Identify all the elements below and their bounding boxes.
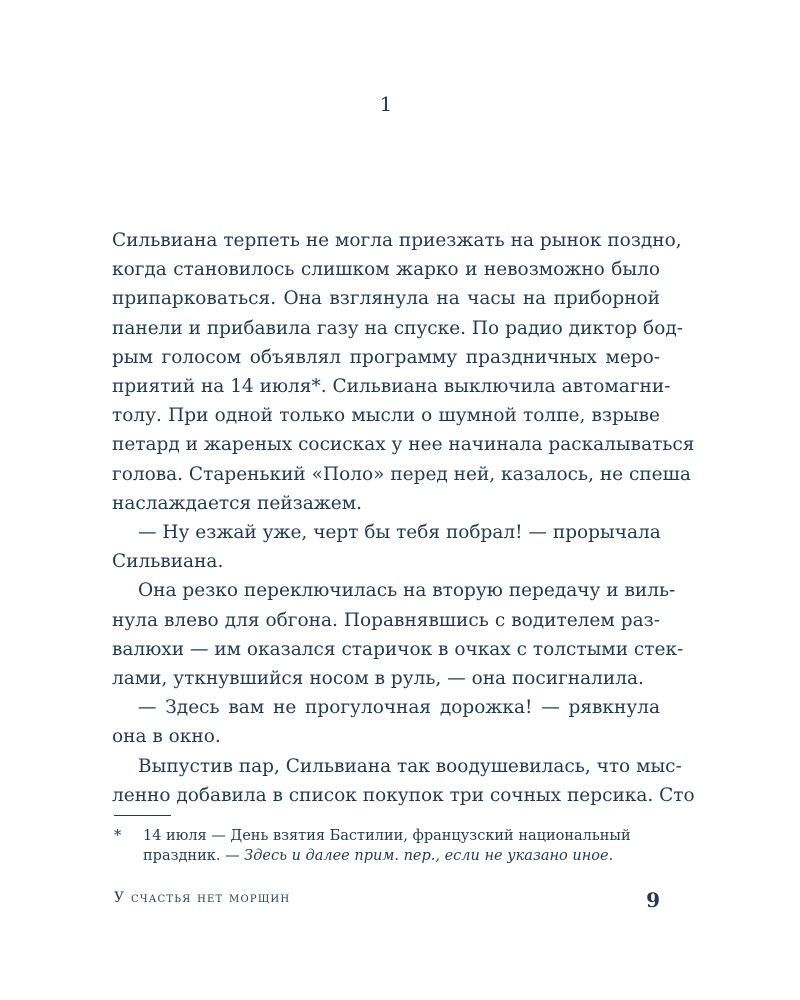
- text-line: валюхи — им оказался старичок в очках с толстыми стек-: [112, 638, 684, 660]
- text-line: голова. Старенький «Поло» перед ней, казалось, не спеша: [112, 463, 691, 485]
- text-line: она в окно.: [112, 726, 221, 748]
- page-number: 9: [646, 888, 660, 912]
- footnote-text: праздник. —: [143, 848, 245, 864]
- text-line: Выпустив пар, Сильвиана так воодушевилась, что мыс-: [138, 755, 682, 777]
- text-line: Сильвиана терпеть не могла приезжать на рынок поздно,: [112, 230, 682, 251]
- text-line: рым голосом объявлял программу праздничных меро-: [112, 346, 660, 368]
- text-line: нула влево для обгона. Поравнявшись с водителем раз-: [112, 609, 660, 631]
- text-line: припарковаться. Она взглянула на часы на приборной: [112, 288, 660, 310]
- text-line: ленно добавила в список покупок три сочных персика. Сто: [112, 784, 695, 806]
- running-title: У счастья нет морщин: [114, 890, 291, 906]
- body-text: [112, 226, 695, 810]
- text-line: Сильвиана.: [112, 551, 224, 573]
- text-line: толу. При одной только мысли о шумной толпе, взрыве: [112, 405, 660, 427]
- text-line: Она резко переключилась на вторую передачу и виль-: [138, 580, 676, 602]
- footnote: [114, 826, 664, 866]
- text-line: когда становилось слишком жарко и невозможно было: [112, 259, 660, 281]
- text-line: петард и жареных сосисках у нее начинала раскалываться: [112, 434, 695, 456]
- chapter-number: 1: [379, 92, 393, 116]
- text-line: панели и прибавила газу на спуске. По радио диктор бод-: [112, 317, 683, 339]
- text-line: — Здесь вам не прогулочная дорожка! — рявкнула: [138, 697, 660, 719]
- text-line: лами, уткнувшийся носом в руль, — она посигналила.: [112, 668, 644, 690]
- text-line: наслаждается пейзажем.: [112, 492, 363, 514]
- footnote-divider: [114, 815, 171, 816]
- footnote-marker: *: [114, 828, 122, 844]
- text-line: приятий на 14 июля*. Сильвиана выключила автомагни-: [112, 376, 671, 398]
- footnote-line: [143, 846, 664, 866]
- footnote-translator-note: Здесь и далее прим. пер., если не указано иное.: [244, 848, 614, 864]
- footnote-line: 14 июля — День взятия Бастилии, французский национальный: [143, 828, 631, 844]
- text-line: — Ну езжай уже, черт бы тебя побрал! — прорычала: [138, 522, 661, 544]
